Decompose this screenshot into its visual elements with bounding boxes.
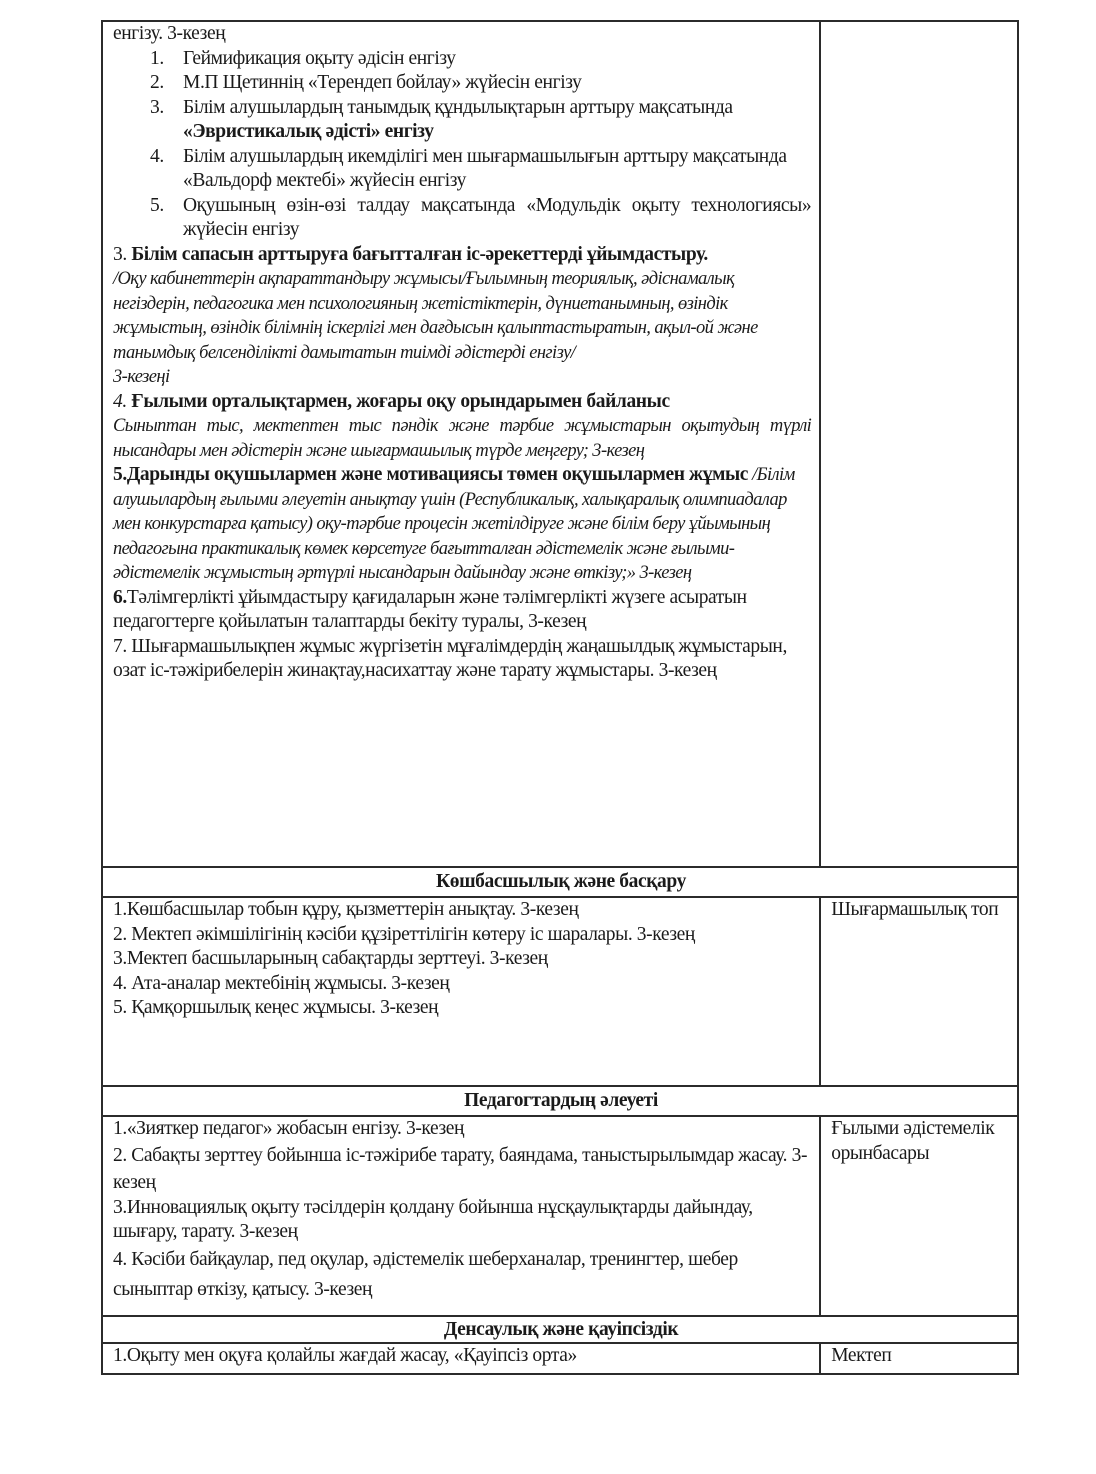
health-items-cell	[102, 1343, 820, 1374]
item-3-number: 3.	[113, 243, 127, 265]
list-item: 4. Ата-аналар мектебінің жұмысы. 3-кезең	[113, 972, 450, 994]
item-6-text: Тәлімгерлікті ұйымдастыру қағидаларын және тәлімгерлікті жүзеге асыратын педагогтерге қойылатын талаптарды бекіту туралы, 3-кезең	[113, 586, 747, 632]
teachers-row	[102, 1116, 1018, 1316]
teachers-responsible-cell: Ғылыми әдістемелік орынбасары	[820, 1116, 1018, 1316]
list-number: 3.	[150, 96, 164, 118]
item-3-stage: 3-кезеңі	[113, 367, 170, 387]
section-title: Педагогтардың әлеуеті	[102, 1086, 1018, 1116]
item-6-number: 6.	[113, 586, 127, 608]
section-header-health	[102, 1316, 1018, 1343]
list-number: 1.	[150, 47, 164, 69]
list-text-plain: Білім алушылардың танымдық құндылықтарын арттыру мақсатында	[183, 96, 733, 118]
list-text: М.П Щетиннің «Терендеп бойлау» жүйесін енгізу	[183, 72, 582, 93]
list-number: 4.	[150, 145, 164, 167]
list-item: 2. Сабақты зерттеу бойынша іс-тәжірибе тарату, баяндама, таныстырылымдар жасау. 3-кезең	[113, 1144, 808, 1193]
list-item: 2. Мектеп әкімшілігінің кәсіби құзіреттілігін көтеру іс шаралары. 3-кезең	[113, 923, 695, 945]
item-5	[113, 463, 811, 586]
section-title: Көшбасшылық және басқару	[102, 867, 1018, 897]
leadership-row	[102, 897, 1018, 1086]
item-3-title: Білім сапасын арттыруға бағытталған іс-әрекеттерді ұйымдастыру.	[131, 243, 708, 265]
item-3-description: /Оқу кабинеттерін ақпараттандыру жұмысы/Ғылымның теориялық, әдіснамалық негіздерін, педагогика мен психологияның жетістіктерін, дүниетанымның, өзіндік жұмыстың, өзіндік білімнің іскерлігі мен дағдысын қалыптастыратын, ақыл-ой және танымдық белсенділікті дамытатын тиімді әдістерді енгізу/	[113, 269, 758, 363]
item-5-title: 5.Дарынды оқушылармен және мотивациясы төмен оқушылармен жұмыс	[113, 464, 749, 485]
section-header-teachers	[102, 1086, 1018, 1116]
list-item: 4. Кәсіби байқаулар, пед оқулар, әдістемелік шеберханалар, тренингтер, шебер сыныптар өткізу, қатысу. 3-кезең	[113, 1248, 738, 1300]
methods-row	[102, 21, 1018, 867]
intro-text: енгізу. 3-кезең	[113, 23, 226, 44]
teachers-items-cell	[102, 1116, 820, 1316]
list-text: Оқушының өзін-өзі талдау мақсатында «Модульдік оқыту технологиясы» жүйесін енгізу	[183, 194, 812, 240]
item-7-text: 7. Шығармашылықпен жұмыс жүргізетін мұғалімдердің жаңашылдық жұмыстарын, озат іс-тәжірибелерін жинақтау,насихаттау және тарату жұмыстары. 3-кезең	[113, 635, 787, 681]
item-4-title: Ғылыми орталықтармен, жоғары оқу орындарымен байланыс	[131, 390, 670, 412]
plan-table	[101, 20, 1019, 1375]
item-7	[113, 635, 811, 684]
health-responsible-cell: Мектеп	[820, 1343, 1018, 1374]
list-item	[113, 96, 811, 145]
section-title: Денсаулық және қауіпсіздік	[102, 1316, 1018, 1343]
list-text	[183, 96, 811, 145]
item-6	[113, 586, 811, 635]
list-item: 1.Оқыту мен оқуға қолайлы жағдай жасау, «Қауіпсіз орта»	[113, 1345, 577, 1366]
list-number: 5.	[150, 194, 164, 216]
list-text: Білім алушылардың икемділігі мен шығармашылығын арттыру мақсатында «Вальдорф мектебі» жүйесін енгізу	[183, 145, 787, 191]
health-row	[102, 1343, 1018, 1374]
list-item: 1.«Зияткер педагог» жобасын енгізу. 3-кезең	[113, 1118, 465, 1139]
list-item	[113, 194, 811, 243]
list-item: 3.Мектеп басшыларының сабақтарды зерттеуі. 3-кезең	[113, 948, 548, 969]
list-item	[113, 145, 811, 194]
methods-cell	[102, 21, 820, 867]
list-item: 5. Қамқоршылық кеңес жұмысы. 3-кезең	[113, 997, 439, 1018]
list-number: 2.	[150, 72, 164, 93]
list-item: 1.Көшбасшылар тобын құру, қызметтерін анықтау. 3-кезең	[113, 899, 579, 920]
section-header-leadership	[102, 867, 1018, 897]
list-text-bold: «Эвристикалық әдісті» енгізу	[183, 121, 434, 142]
item-5-description: /Білім алушылардың ғылыми әлеуетін анықтау үшін (Республикалық, халықаралық олимпиадалар мен конкурстарға қатысу) оқу-тәрбие процесін жетілдіруге және білім беру ұйымының педагогына практикалық көмек көрсетуге бағытталған әдістемелік және ғылыми-әдістемелік жұмыстың әртүрлі нысандарын дайындау және өткізу;» 3-кезең	[113, 465, 795, 583]
list-item	[113, 47, 811, 72]
methods-responsible-cell	[820, 21, 1018, 867]
leadership-items-cell	[102, 897, 820, 1086]
item-4-description: Сыныптан тыс, мектептен тыс пәндік және тәрбие жұмыстарын оқытудың түрлі нысандары мен әдістерін және шығармашылық түрде меңгеру; 3-кезең	[113, 416, 812, 461]
item-4-number: 4.	[113, 390, 127, 412]
list-item	[113, 71, 811, 96]
list-text: Геймификация оқыту әдісін енгізу	[183, 47, 456, 69]
list-item: 3.Инновациялық оқыту тәсілдерін қолдану бойынша нұсқаулықтарды дайындау, шығару, тарату. 3-кезең	[113, 1196, 753, 1242]
methods-list	[113, 47, 811, 243]
item-4	[113, 390, 811, 464]
item-3	[113, 243, 811, 390]
leadership-responsible-cell: Шығармашылық топ	[820, 897, 1018, 1086]
